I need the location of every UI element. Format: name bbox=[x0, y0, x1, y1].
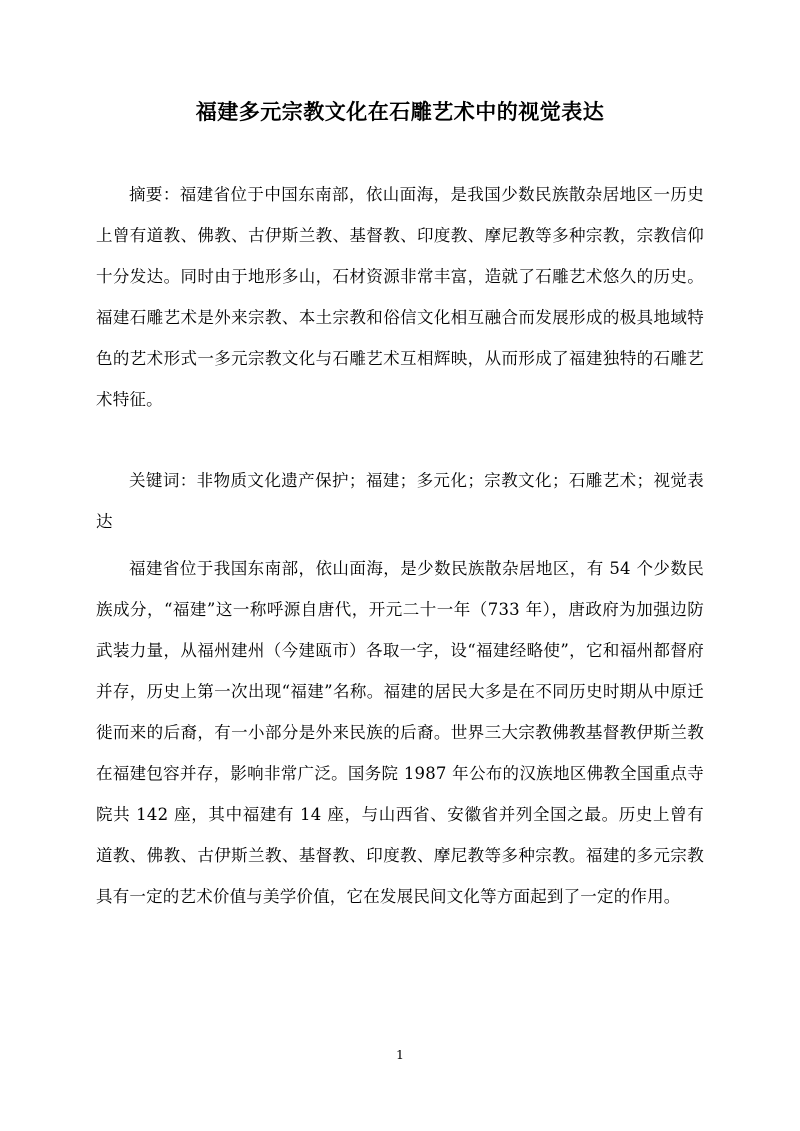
abstract-paragraph: 摘要：福建省位于中国东南部，依山面海，是我国少数民族散杂居地区一历史上曾有道教、佛教、古伊斯兰教、基督教、印度教、摩尼教等多种宗教，宗教信仰十分发达。同时由于地形多山，石材资源非常丰富，造就了石雕艺术悠久的历史。福建石雕艺术是外来宗教、本土宗教和俗信文化相互融合而发展形成的极具地域特色的艺术形式一多元宗教文化与石雕艺术互相辉映，从而形成了福建独特的石雕艺术特征。 bbox=[96, 185, 704, 409]
page-number: 1 bbox=[396, 1047, 404, 1062]
keywords-paragraph: 关键词：非物质文化遗产保护；福建；多元化；宗教文化；石雕艺术；视觉表达 bbox=[96, 471, 704, 531]
body-paragraph: 福建省位于我国东南部，依山面海，是少数民族散杂居地区，有 54 个少数民族成分，“福建”这一称呼源自唐代，开元二十一年（733 年），唐政府为加强边防武装力量，从福州建州（今建瓯市）各取一字，设“福建经略使”，它和福州都督府并存，历史上第一次出现“福建”名称。福建的居民大多是在不同历史时期从中原迁徙而来的后裔，有一小部分是外来民族的后裔。世界三大宗教佛教基督教伊斯兰教在福建包容并存，影响非常广泛。国务院 1987 年公布的汉族地区佛教全国重点寺院共 142 座，其中福建有 14 座，与山西省、安徽省并列全国之最。历史上曾有道教、佛教、古伊斯兰教、基督教、印度教、摩尼教等多种宗教。福建的多元宗教具有一定的艺术价值与美学价值，它在发展民间文化等方面起到了一定的作用。 bbox=[96, 559, 704, 906]
spacer-after-title bbox=[96, 128, 704, 174]
document-content bbox=[96, 88, 704, 917]
spacer-after-abstract bbox=[96, 420, 704, 460]
page-title: 福建多元宗教文化在石雕艺术中的视觉表达 bbox=[195, 99, 605, 124]
